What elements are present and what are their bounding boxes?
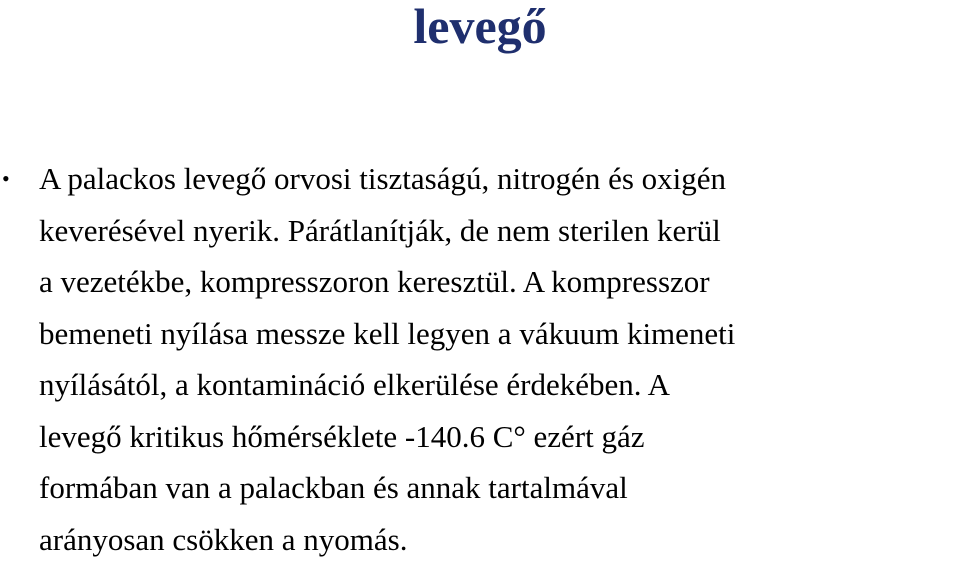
paragraph-line-5: nyílásától, a kontamináció elkerülése érdekében. A <box>39 359 956 411</box>
slide-title: levegő <box>0 0 960 56</box>
paragraph-line-7: formában van a palackban és annak tartalmával <box>39 462 956 514</box>
paragraph-line-4: bemeneti nyílása messze kell legyen a vákuum kimeneti <box>39 308 956 360</box>
bullet-list <box>0 153 960 565</box>
paragraph-line-1: A palackos levegő orvosi tisztaságú, nitrogén és oxigén <box>39 153 956 205</box>
paragraph-line-6: levegő kritikus hőmérséklete -140.6 C° ezért gáz <box>39 411 956 463</box>
paragraph-line-3: a vezetékbe, kompresszoron keresztül. A kompresszor <box>39 256 956 308</box>
paragraph-line-2: keverésével nyerik. Párátlanítják, de nem sterilen kerül <box>39 205 956 257</box>
paragraph-line-8: arányosan csökken a nyomás. <box>39 514 956 565</box>
bullet-item <box>0 153 960 565</box>
bullet-icon: • <box>2 153 10 205</box>
